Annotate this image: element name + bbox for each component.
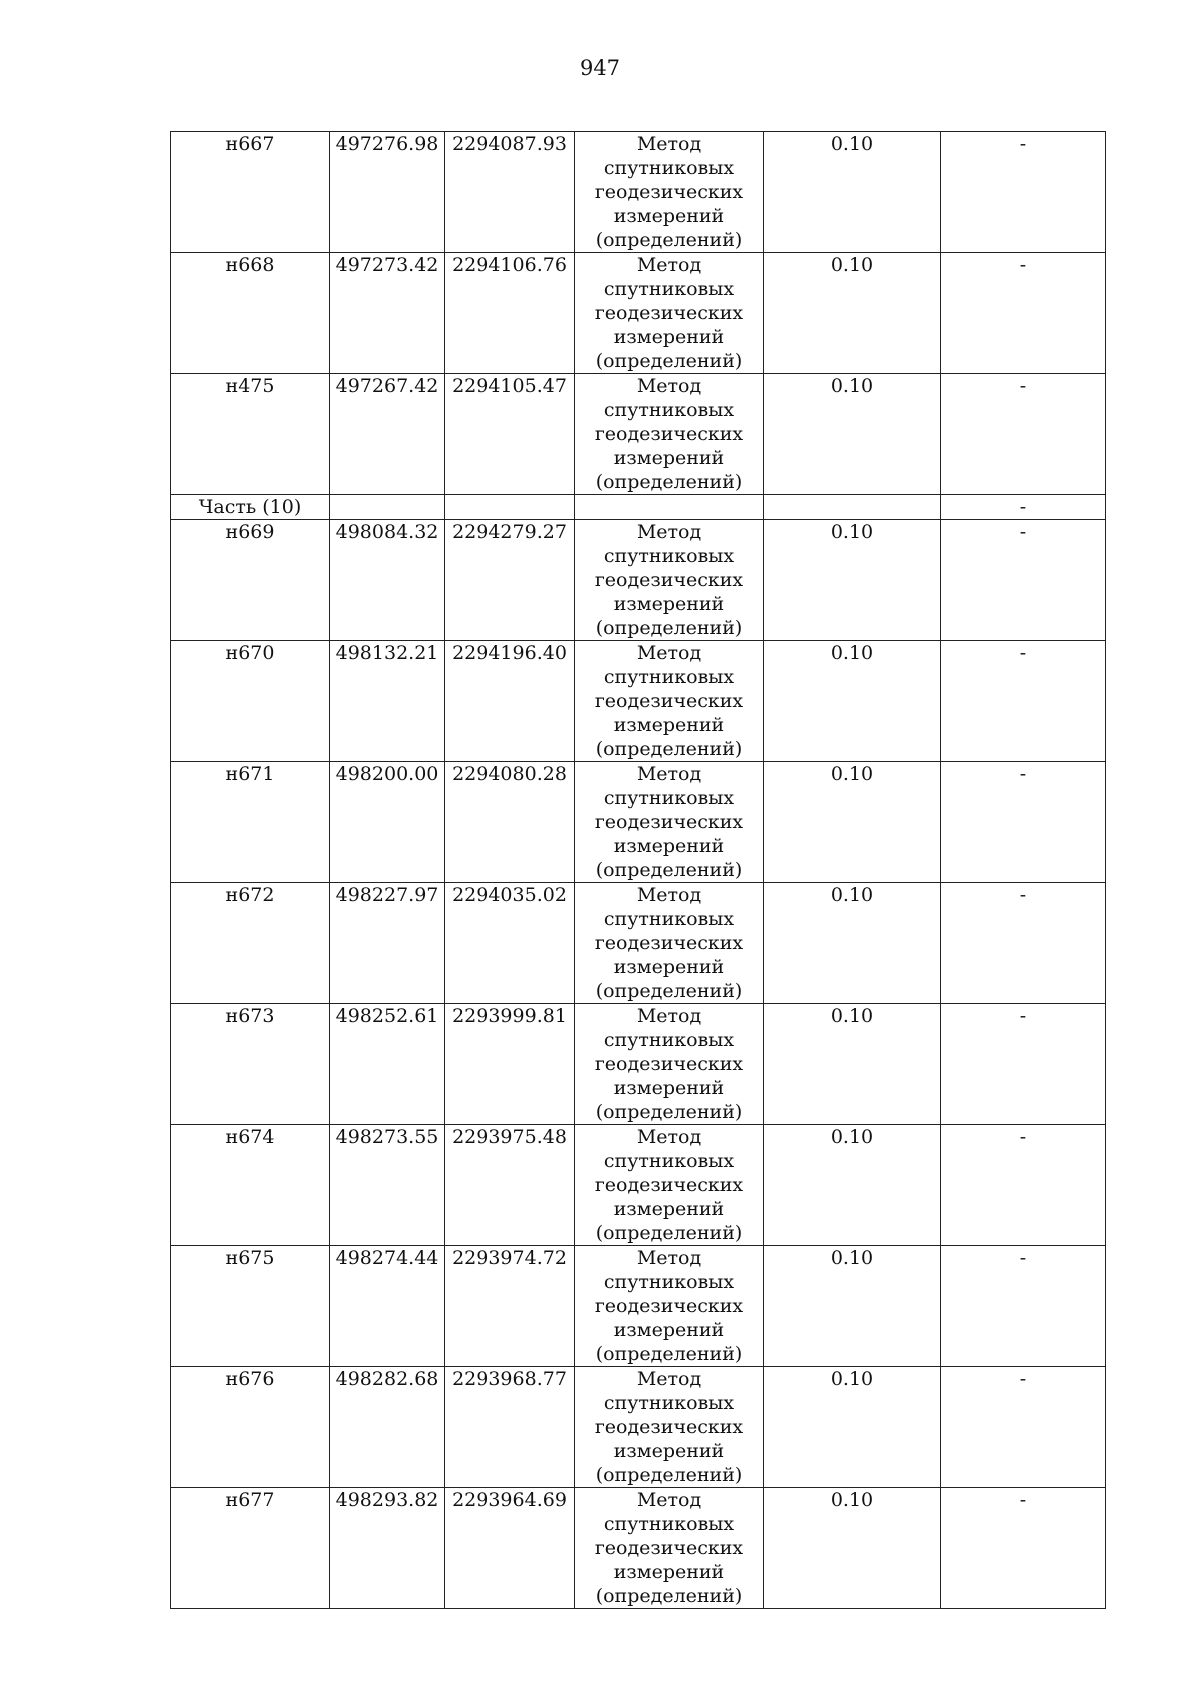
note-cell: - [941,495,1106,520]
x-coordinate-cell: 497273.42 [330,253,445,374]
x-coordinate-cell: 498132.21 [330,641,445,762]
method-cell: Метод спутниковых геодезических измерений (определений) [575,1488,764,1609]
y-coordinate-cell: 2293968.77 [445,1367,575,1488]
note-cell: - [941,374,1106,495]
method-cell: Метод спутниковых геодезических измерений (определений) [575,253,764,374]
point-id-cell: н669 [171,520,330,641]
accuracy-cell: 0.10 [764,641,941,762]
method-cell: Метод спутниковых геодезических измерений (определений) [575,1246,764,1367]
point-id-cell: н674 [171,1125,330,1246]
table-row [171,132,1106,253]
x-coordinate-cell: 498200.00 [330,762,445,883]
accuracy-cell: 0.10 [764,1004,941,1125]
method-cell: Метод спутниковых геодезических измерений (определений) [575,762,764,883]
point-id-cell: н670 [171,641,330,762]
method-cell: Метод спутниковых геодезических измерений (определений) [575,641,764,762]
method-cell: Метод спутниковых геодезических измерений (определений) [575,1367,764,1488]
table-row [171,520,1106,641]
note-cell: - [941,132,1106,253]
y-coordinate-cell: 2293975.48 [445,1125,575,1246]
point-id-cell: н672 [171,883,330,1004]
note-cell: - [941,641,1106,762]
coordinates-table [170,131,1106,1609]
part-header-row [171,495,1106,520]
accuracy-cell: 0.10 [764,1246,941,1367]
note-cell: - [941,1004,1106,1125]
table-row [171,762,1106,883]
x-coordinate-cell: 498252.61 [330,1004,445,1125]
accuracy-cell [764,495,941,520]
note-cell: - [941,253,1106,374]
accuracy-cell: 0.10 [764,1125,941,1246]
accuracy-cell: 0.10 [764,132,941,253]
method-cell: Метод спутниковых геодезических измерений (определений) [575,1125,764,1246]
note-cell: - [941,1125,1106,1246]
x-coordinate-cell: 498084.32 [330,520,445,641]
point-id-cell: Часть (10) [171,495,330,520]
y-coordinate-cell: 2294035.02 [445,883,575,1004]
point-id-cell: н475 [171,374,330,495]
accuracy-cell: 0.10 [764,374,941,495]
accuracy-cell: 0.10 [764,253,941,374]
y-coordinate-cell: 2294106.76 [445,253,575,374]
method-cell [575,495,764,520]
y-coordinate-cell: 2293974.72 [445,1246,575,1367]
x-coordinate-cell [330,495,445,520]
y-coordinate-cell: 2294279.27 [445,520,575,641]
accuracy-cell: 0.10 [764,520,941,641]
note-cell: - [941,762,1106,883]
accuracy-cell: 0.10 [764,883,941,1004]
note-cell: - [941,1367,1106,1488]
x-coordinate-cell: 498282.68 [330,1367,445,1488]
y-coordinate-cell: 2294105.47 [445,374,575,495]
point-id-cell: н677 [171,1488,330,1609]
accuracy-cell: 0.10 [764,1488,941,1609]
x-coordinate-cell: 498227.97 [330,883,445,1004]
y-coordinate-cell: 2294196.40 [445,641,575,762]
y-coordinate-cell [445,495,575,520]
note-cell: - [941,1246,1106,1367]
table-row [171,253,1106,374]
point-id-cell: н671 [171,762,330,883]
note-cell: - [941,1488,1106,1609]
x-coordinate-cell: 497267.42 [330,374,445,495]
method-cell: Метод спутниковых геодезических измерений (определений) [575,883,764,1004]
point-id-cell: н668 [171,253,330,374]
x-coordinate-cell: 498293.82 [330,1488,445,1609]
method-cell: Метод спутниковых геодезических измерений (определений) [575,374,764,495]
point-id-cell: н675 [171,1246,330,1367]
table-row [171,1246,1106,1367]
table-row [171,1488,1106,1609]
point-id-cell: н673 [171,1004,330,1125]
method-cell: Метод спутниковых геодезических измерений (определений) [575,1004,764,1125]
method-cell: Метод спутниковых геодезических измерений (определений) [575,132,764,253]
accuracy-cell: 0.10 [764,1367,941,1488]
x-coordinate-cell: 498274.44 [330,1246,445,1367]
table-row [171,883,1106,1004]
note-cell: - [941,520,1106,641]
x-coordinate-cell: 497276.98 [330,132,445,253]
note-cell: - [941,883,1106,1004]
table-row [171,1367,1106,1488]
table-row [171,374,1106,495]
point-id-cell: н676 [171,1367,330,1488]
table-row [171,641,1106,762]
x-coordinate-cell: 498273.55 [330,1125,445,1246]
table-row [171,1125,1106,1246]
y-coordinate-cell: 2294080.28 [445,762,575,883]
page-number: 947 [579,56,621,80]
y-coordinate-cell: 2293964.69 [445,1488,575,1609]
y-coordinate-cell: 2293999.81 [445,1004,575,1125]
point-id-cell: н667 [171,132,330,253]
table-row [171,1004,1106,1125]
method-cell: Метод спутниковых геодезических измерений (определений) [575,520,764,641]
accuracy-cell: 0.10 [764,762,941,883]
y-coordinate-cell: 2294087.93 [445,132,575,253]
